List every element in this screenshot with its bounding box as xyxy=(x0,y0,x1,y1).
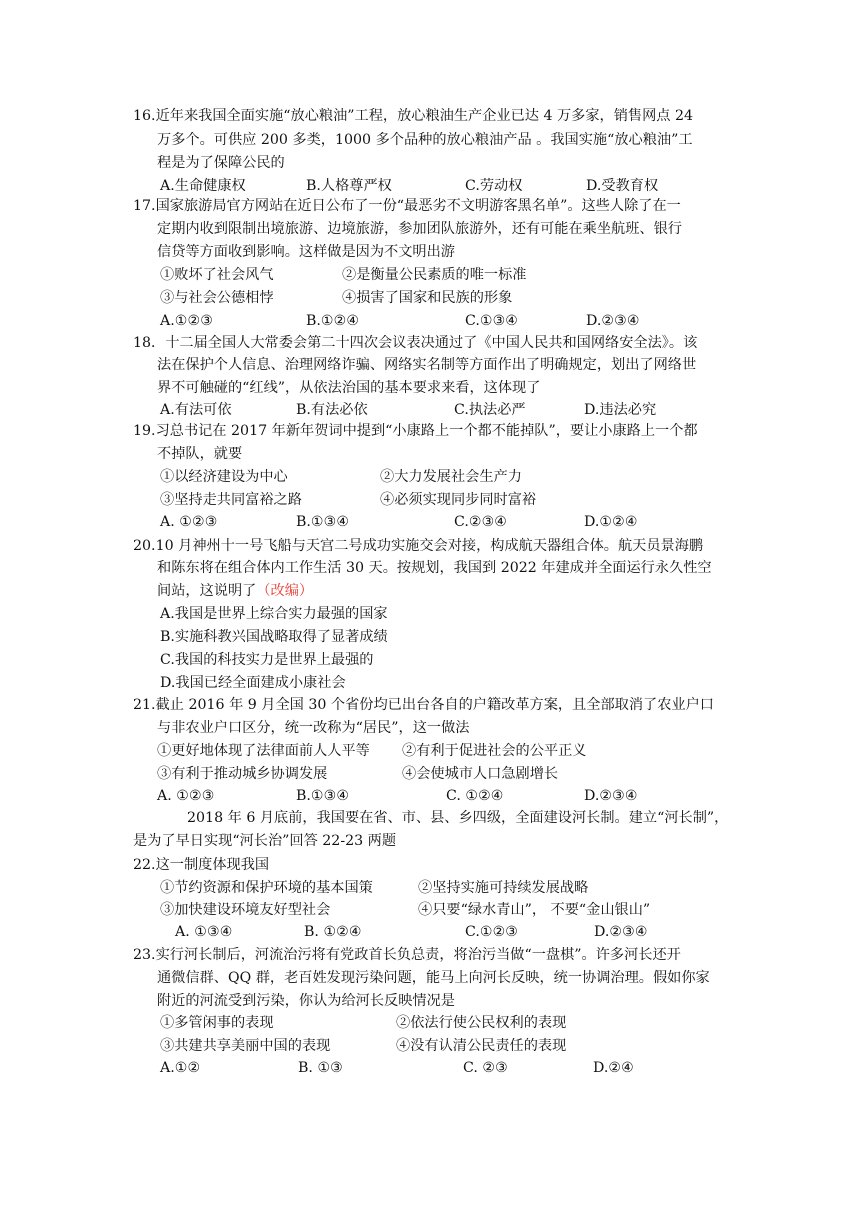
option-c: C.②③④ xyxy=(454,514,508,530)
option-a: A. ①②③ xyxy=(160,514,218,530)
option-b: B.人格尊严权 xyxy=(306,178,392,194)
option-c: C.执法必严 xyxy=(454,402,526,418)
option-a: A. ①③④ xyxy=(175,924,233,940)
question-text: 20.10 月神州十一号飞船与天宫二号成功实施交会对接，构成航天器组合体。航天员景海鹏 xyxy=(133,538,704,554)
option-a: A.我国是世界上综合实力最强的国家 xyxy=(160,606,388,622)
statement-3: ③有利于推动城乡协调发展 xyxy=(157,766,328,782)
option-b: B.实施科教兴国战略取得了显著成绩 xyxy=(160,629,388,645)
option-c: C. ②③ xyxy=(463,1060,508,1076)
statement-3: ③共建共享美丽中国的表现 xyxy=(160,1038,331,1054)
option-b: B.①③④ xyxy=(296,514,350,530)
question-text: 不掉队，就要 xyxy=(157,446,243,462)
question-text: 23.实行河长制后，河流治污将有党政首长负总责，将治污当做“一盘棋”。许多河长还开 xyxy=(133,947,681,963)
question-text: 16.近年来我国全面实施“放心粮油”工程，放心粮油生产企业已达 4 万多家，销售网点 24 xyxy=(133,108,694,124)
option-d: D.①②④ xyxy=(584,514,638,530)
statement-1: ①节约资源和保护环境的基本国策 xyxy=(160,880,373,896)
option-d: D.我国已经全面建成小康社会 xyxy=(160,675,346,691)
option-d: D.受教育权 xyxy=(586,178,659,194)
statement-4: ④损害了国家和民族的形象 xyxy=(342,290,513,306)
question-text: 界不可触碰的“红线”，从依法治国的基本要求来看，这体现了 xyxy=(157,380,541,396)
statement-2: ②坚持实施可持续发展战略 xyxy=(418,880,589,896)
question-text: 定期内收到限制出境旅游、边境旅游，参加团队旅游外，还有可能在乘坐航班、银行 xyxy=(157,221,682,237)
statement-4: ④没有认清公民责任的表现 xyxy=(396,1038,567,1054)
question-text: 21.截止 2016 年 9 月全国 30 个省份均已出台各自的户籍改革方案，且全部取消了农业户口 xyxy=(133,697,714,713)
option-a: A.生命健康权 xyxy=(160,178,246,194)
question-text: 17.国家旅游局官方网站在近日公布了一份“最恶劣不文明游客黑名单”。这些人除了在一 xyxy=(133,198,681,214)
statement-1: ①多管闲事的表现 xyxy=(160,1015,274,1031)
question-text: 法在保护个人信息、治理网络诈骗、网络实名制等方面作出了明确规定，划出了网络世 xyxy=(157,357,697,373)
question-text-with-note xyxy=(157,581,313,601)
option-d: D.②③④ xyxy=(584,788,638,804)
statement-3: ③加快建设环境友好型社会 xyxy=(160,902,331,918)
option-c: C.①②③ xyxy=(465,924,519,940)
intro-text: 2018 年 6 月底前，我国要在省、市、县、乡四级，全面建设河长制。建立“河长制”， xyxy=(187,810,729,826)
option-a: A.有法可依 xyxy=(160,402,232,418)
option-c: C. ①②④ xyxy=(446,788,504,804)
option-d: D.违法必究 xyxy=(584,402,657,418)
statement-4: ④必须实现同步同时富裕 xyxy=(380,492,537,508)
adapted-note: （改编） xyxy=(256,583,314,599)
option-b: B. ①③ xyxy=(298,1060,343,1076)
option-c: C.劳动权 xyxy=(465,178,523,194)
statement-1: ①以经济建设为中心 xyxy=(160,469,288,485)
question-text: 19.习总书记在 2017 年新年贺词中提到“小康路上一个都不能掉队”，要让小康路上一个都 xyxy=(133,423,698,439)
intro-text: 是为了早日实现“河长治”回答 22-23 两题 xyxy=(133,833,397,849)
question-text: 信贷等方面收到影响。这样做是因为不文明出游 xyxy=(157,244,455,260)
option-b: B. ①②④ xyxy=(304,924,362,940)
question-text: 附近的河流受到污染，你认为给河长反映情况是 xyxy=(157,993,455,1009)
question-text: 22.这一制度体现我国 xyxy=(133,857,270,873)
statement-2: ②大力发展社会生产力 xyxy=(380,469,522,485)
option-a: A.①②③ xyxy=(160,313,213,329)
statement-2: ②是衡量公民素质的唯一标准 xyxy=(342,267,527,283)
question-text: 间站，这说明了 xyxy=(157,583,257,599)
option-c: C.①③④ xyxy=(465,313,519,329)
statement-2: ②依法行使公民权利的表现 xyxy=(396,1015,567,1031)
statement-3: ③坚持走共同富裕之路 xyxy=(160,492,302,508)
option-b: B.①②④ xyxy=(306,313,360,329)
question-text: 18．十二届全国人大常委会第二十四次会议表决通过了《中国人民共和国网络安全法》。该 xyxy=(133,335,698,351)
option-d: D.②④ xyxy=(593,1060,634,1076)
option-a: A.①② xyxy=(160,1060,201,1076)
question-text: 万多个。可供应 200 多类，1000 多个品种的放心粮油产品 。我国实施“放心粮油”工 xyxy=(157,132,693,148)
option-d: D.②③④ xyxy=(586,313,640,329)
statement-1: ①败坏了社会风气 xyxy=(160,267,274,283)
option-d: D.②③④ xyxy=(594,924,648,940)
question-text: 与非农业户口区分，统一改称为“居民”，这一做法 xyxy=(157,720,470,736)
statement-4: ④会使城市人口急剧增长 xyxy=(402,766,559,782)
statement-3: ③与社会公德相悖 xyxy=(160,290,274,306)
question-text: 通微信群、QQ 群，老百姓发现污染问题，能马上向河长反映，统一协调治理。假如你家 xyxy=(157,970,710,986)
question-text: 程是为了保障公民的 xyxy=(157,155,285,171)
statement-2: ②有利于促进社会的公平正义 xyxy=(402,743,587,759)
option-a: A. ①②③ xyxy=(157,788,215,804)
option-b: B.有法必依 xyxy=(296,402,368,418)
statement-1: ①更好地体现了法律面前人人平等 xyxy=(157,743,370,759)
statement-4: ④只要“绿水青山”， 不要“金山银山” xyxy=(418,902,651,918)
option-b: B.①③④ xyxy=(296,788,350,804)
question-text: 和陈东将在组合体内工作生活 30 天。按规划，我国到 2022 年建成并全面运行永久性空 xyxy=(157,560,712,576)
option-c: C.我国的科技实力是世界上最强的 xyxy=(160,652,374,668)
